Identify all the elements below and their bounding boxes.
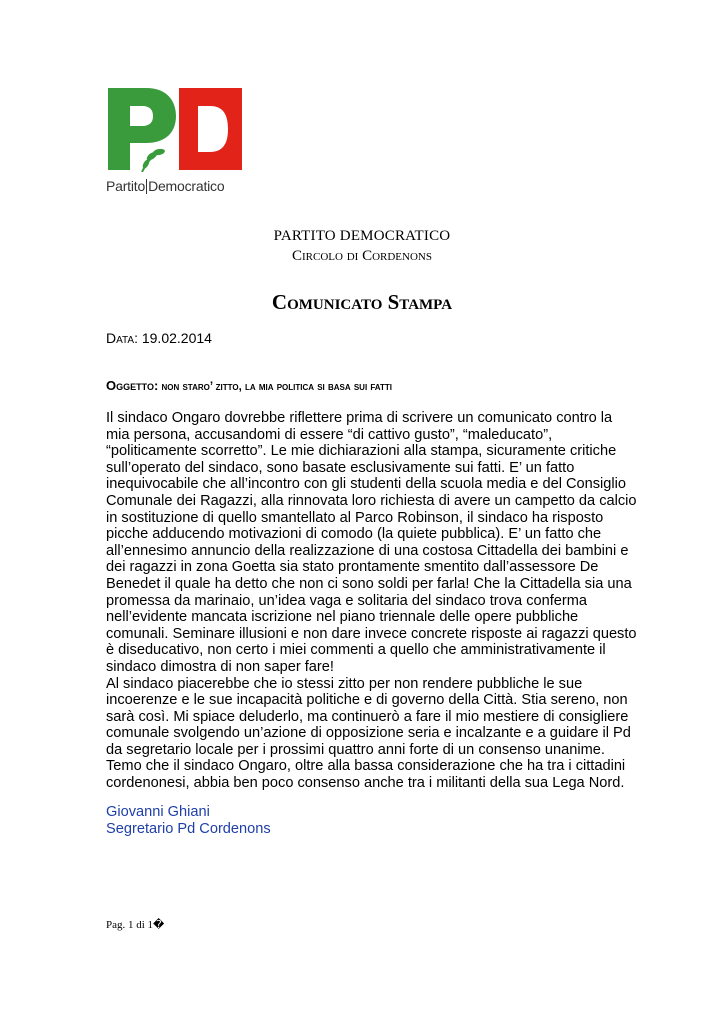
logo-text-democratico: Democratico [148,178,225,194]
date-value: 19.02.2014 [141,330,212,346]
document-title: Comunicato Stampa [271,290,453,314]
subject-line [106,378,392,393]
org-branch: Circolo di Cordenons [292,248,432,264]
body-paragraph-1: Il sindaco Ongaro dovrebbe riflettere prima di scrivere un comunicato contro la mia persona, accusandomi di essere “di cattivo gusto”, “maleducato”, “politicamente scorretto”. Le mie dichiarazioni alla stampa, sicuramente critiche sull’operato del sindaco, sono basate esclusivamente sui fatti. E’ un fatto inequivocabile che all’incontro con gli studenti della scuola media e del Consiglio Comunale dei Ragazzi, alla rinnovata loro richiesta di avere un campetto da calcio in sostituzione di quello smantellato al Parco Robinson, il sindaco ha risposto picche adducendo motivazioni di comodo (la quiete pubblica). E’ un fatto che all’ennesimo annuncio della realizzazione di una costosa Cittadella dei bambini e dei ragazzi in zona Goetta sia stato prontamente smentito dall’assessore De Benedet il quale ha detto che non ci sono soldi per farla! Che la Cittadella sia una promessa da marinaio, un’idea vaga e solitaria del sindaco trova conferma nell’evidente mancata iscrizione nel piano triennale delle opere pubbliche comunali. Seminare illusioni e non dare invece concrete risposte ai ragazzi questo è diseducativo, non certo i miei commenti a quello che amministrativamente il sindaco dimostra di non saper fare! [106,410,637,675]
subject-text: non staro’ zitto, la mia politica si basa sui fatti [161,381,392,393]
press-release-body [106,410,638,792]
pd-logo-mark [106,86,246,172]
date-label: Data: [106,330,138,346]
date-line [106,330,212,346]
body-paragraph-2: Al sindaco piacerebbe che io stessi zitto per non rendere pubbliche le sue incoerenze e le sue incapacità politiche e di governo della Città. Stia sereno, non sarà così. Mi spiace deluderlo, ma continuerò a fare il mio mestiere di consigliere comunale svolgendo un’azione di opposizione seria e incalzante e a guidare il Pd da segretario locale per i prossimi quattro anni forte di un consenso unanime. Temo che il sindaco Ongaro, oltre alla bassa considerazione che ha tra i cittadini cordenonesi, abbia ben poco consenso anche tra i militanti della sua Lega Nord. [106,675,631,792]
subject-label: Oggetto: [106,378,159,393]
signature-role: Segretario Pd Cordenons [106,821,271,837]
signature [106,804,271,838]
logo-text-partito: Partito [106,178,146,194]
org-name: PARTITO DEMOCRATICO [273,228,451,244]
logo-caption [106,178,246,194]
page-number: Pag. 1 di 1� [106,919,165,931]
pd-logo [106,86,246,198]
signature-name: Giovanni Ghiani [106,804,210,820]
